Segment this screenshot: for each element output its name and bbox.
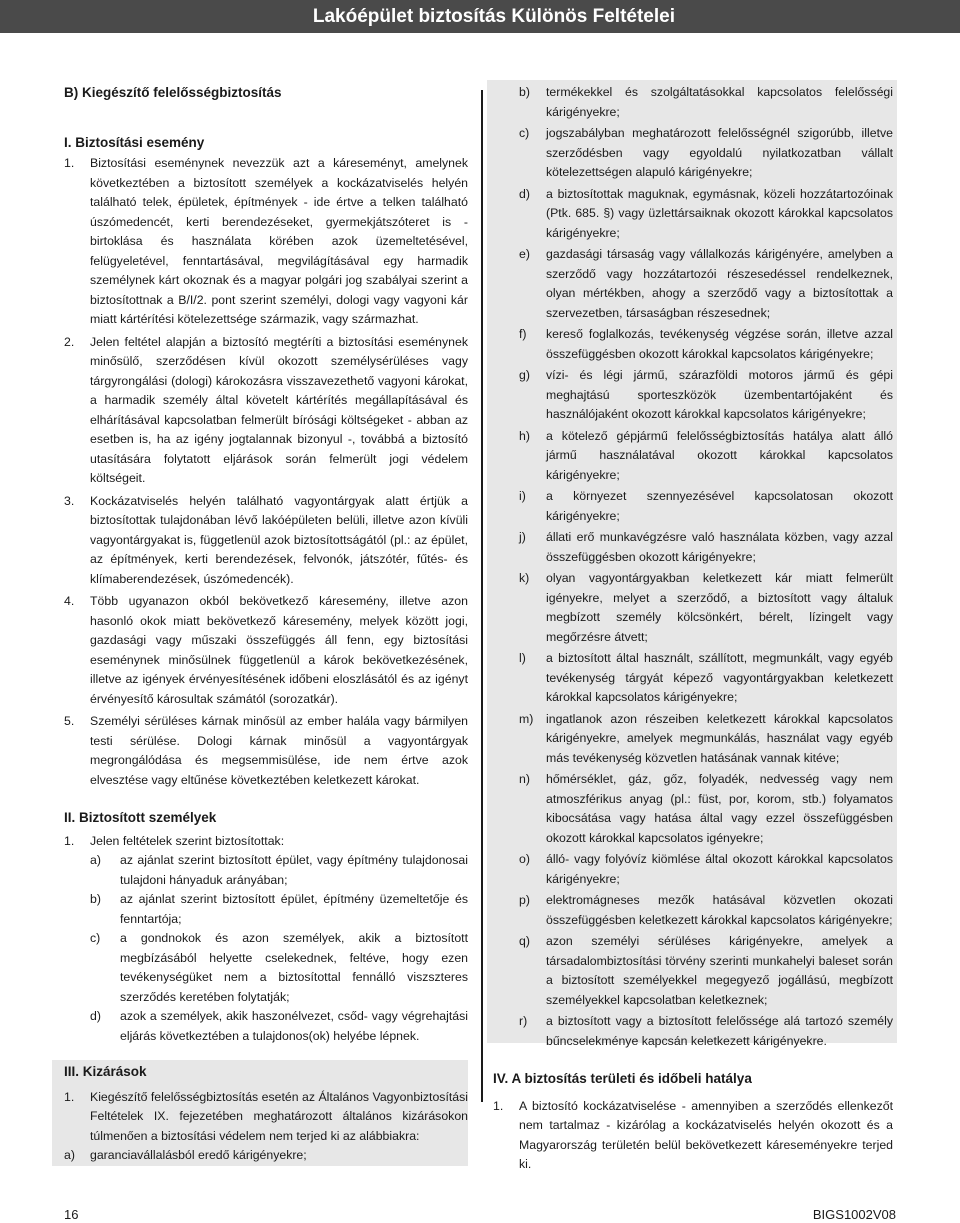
item-letter: d): [519, 186, 530, 201]
item-text: az ajánlat szerint biztosított épület, építmény üzemeltetője és fenntartója;: [120, 892, 468, 926]
item-text: elektromágneses mezők hatásával közvetlen okozati összefüggésben keletkezett károkkal kapcsolatos kárigényekre;: [546, 893, 893, 927]
document-code: BIGS1002V08: [812, 1207, 896, 1222]
item-number: 2.: [64, 334, 75, 349]
list-item: [64, 592, 468, 709]
item-text: a biztosított által használt, szállított, megmunkált, vagy egyéb tevékenység tárgyát képező vagyontárgyakban keletkezett károkkal kapcsolatos kárigényekre;: [546, 651, 893, 704]
item-letter: r): [519, 1014, 528, 1028]
item-letter: a): [90, 853, 101, 867]
item-text: hőmérséklet, gáz, gőz, folyadék, nedvesség vagy nem atmoszférikus anyag (pl.: füst, por, korom, stb.) folyamatos kibocsátása vagy hatása által vagy ezzel összefüggésben okozott károkkal kapcsolatos igényekre;: [546, 772, 893, 845]
sub-list-item: [493, 1012, 897, 1051]
item-number: 1.: [493, 1098, 504, 1113]
item-letter: i): [519, 489, 526, 503]
item-number: 4.: [64, 594, 75, 608]
item-letter: n): [519, 772, 530, 786]
page-header-title: Lakóépület biztosítás Különös Feltételei: [312, 6, 675, 27]
item-text: ingatlanok azon részeiben keletkezett károkkal kapcsolatos kárigényekre, amelyek megmunkálás, használat vagy egyéb más tevékenység közvetlen hatásának vannak kitéve;: [546, 711, 893, 765]
item-number: 3.: [64, 493, 75, 508]
item-letter: g): [519, 368, 530, 382]
item-letter: h): [519, 428, 530, 443]
item-text: Több ugyanazon okból bekövetkező káresemény, illetve azon hasonló okok miatt bekövetkező káresemény, melyek között jogi, gazdasági vagy műszaki összefüggés áll fenn, egy biztosítási eseménynek minősülnek függetlenül a károk bekövetkezésének, illetve az igények érvényesítésének időbeni eloszlásától és az igényt érvényesítő károsultak számától (sorozatkár).: [90, 594, 468, 706]
sub-list-item: [493, 325, 897, 364]
item-text: kereső foglalkozás, tevékenység végzése során, illetve azzal összefüggésben okozott károkkal kapcsolatos kárigényekre;: [546, 327, 893, 361]
item-text: Személyi sérüléses kárnak minősül az ember halála vagy bármilyen testi sérülése. Dologi kárnak minősül a vagyontárgyak megrongálódása és megsemmisülése, ide nem értve azok elvesztése vagy eltűnése következtében keletkezett károkat.: [90, 714, 468, 787]
item-text: garanciavállalásból eredő kárigényekre;: [90, 1148, 307, 1162]
section-b-title: B) Kiegészítő felelősségbiztosítás: [64, 85, 282, 100]
item-number: 1.: [64, 1089, 75, 1104]
item-number: 1.: [64, 833, 75, 848]
sub-list-item: [90, 890, 468, 929]
item-text: azon személyi sérüléses kárigényekre, amelyek a társadalombiztosítási törvény szerinti munkahelyi baleset során a biztosított személyekkel megegyező jogállású, megbízott személyekkel kapcsolatban keletkeznek;: [546, 934, 893, 1007]
item-text: állati erő munkavégzésre való használata közben, vagy azzal összefüggésben okozott kárigényekre;: [546, 530, 893, 564]
item-text: a gondnokok és azon személyek, akik a biztosított megbízásából helyette cselekednek, feltéve, hogy ezen tevékenységüket nem a biztosítottal fennálló viszszteres szerződés keretében folytatják;: [120, 931, 468, 1004]
item-text: a biztosított vagy a biztosított felelőssége alá tartozó személy bűncselekménye kapcsán keletkezett kárigényekre.: [546, 1014, 893, 1048]
item-letter: m): [519, 711, 534, 726]
sub-list-item: [493, 366, 897, 425]
sub-list-item: [493, 891, 897, 930]
item-text: Jelen feltételek szerint biztosítottak:: [90, 833, 285, 848]
list-item: [64, 492, 468, 590]
item-text: jogszabályban meghatározott felelősségnél szigorúbb, illetve szerződésben vagy egyoldalú nyilatkozatban vállalt kötelezettségen alapuló kárigényekre;: [546, 126, 893, 179]
item-text: Kockázatviselés helyén található vagyontárgyak alatt értjük a biztosítottak tulajdonában lévő lakóépületen belüli, illetve azon kívüli vagyontárgyakat is, függetlenül azok biztosítottságától (pl.: az épület, az építmények, kerti berendezések, felvonók, játszótér, fűtés- és klímaberendezések, úszómedencék).: [90, 493, 468, 586]
section-1-title: I. Biztosítási esemény: [64, 134, 205, 150]
item-text: azok a személyek, akik haszonélvezet, csőd- vagy végrehajtási eljárás következtében a tulajdonos(ok) helyébe lépnek.: [120, 1009, 468, 1043]
left-column: [64, 80, 468, 1166]
exclusions-section: [52, 1060, 468, 1166]
sub-list-item: [493, 124, 897, 183]
item-text: gazdasági társaság vagy vállalkozás kárigényére, amelyben a szerződő vagy hozzátartozói részesedéssel rendelkeznek, olyan mértékben, ahogy a szerződő vagy a biztosítottak a szervezetben, társaságban részesednek;: [546, 247, 893, 320]
item-letter: d): [90, 1009, 101, 1023]
item-letter: l): [519, 651, 526, 665]
sub-list-item: [493, 850, 897, 889]
item-text: olyan vagyontárgyakban keletkezett kár miatt felmerült igényekre, melyet a szerződő, a biztosított vagy általuk megbízott személy kölcsönkért, bérelt, lízingelt vagy megőrzésre átvett;: [546, 571, 893, 644]
list-item: [64, 712, 468, 790]
sub-list-item: [90, 929, 468, 1007]
item-text: álló- vagy folyóvíz kiömlése által okozott károkkal kapcsolatos kárigényekre;: [546, 852, 893, 886]
sub-list-item: [90, 1007, 468, 1046]
item-number: 5.: [64, 714, 75, 728]
item-letter: b): [519, 85, 530, 99]
item-letter: o): [519, 852, 530, 866]
sub-list-item: [493, 487, 897, 526]
item-letter: c): [90, 931, 101, 945]
page-header: [0, 0, 960, 33]
item-text: a kötelező gépjármű felelősségbiztosítás hatálya alatt álló jármű használatával okozott károkkal kapcsolatos kárigényekre;: [546, 428, 893, 482]
sub-list-item: [493, 83, 897, 122]
item-letter: p): [519, 893, 530, 907]
page-number: 16: [64, 1207, 79, 1222]
item-text: Biztosítási eseménynek nevezzük azt a káreseményt, amelynek következtében a biztosított személyek a kockázatviselés helyén található telek, épületek, építmények - ide értve a telken található úszómedencét, kerti berendezéseket, gyermekjátszóteret is - birtoklása és használata körében azok üzemeltetésével, felügyeletével, fenntartásával, megvilágításával egy harmadik személynek kárt okoznak és a magyar polgári jog szabályai szerint a biztosítottnak a B/I/2. pont szerint személyi, dologi vagy vagyoni kár miatt kártérítési kötelezettsége származik, vagy származhat.: [90, 156, 468, 326]
list-item: [493, 1097, 897, 1175]
sub-list-item: [493, 710, 897, 769]
exclusions-continued-list: [493, 83, 897, 1051]
item-text: termékekkel és szolgáltatásokkal kapcsolatos felelősségi kárigényekre;: [546, 85, 893, 119]
item-text: vízi- és légi jármű, szárazföldi motoros jármű és gépi meghajtású sporteszközök üzembentartójaként és használójaként okozott károkkal kapcsolatos kárigényekre;: [546, 368, 893, 421]
section-3-title: III. Kizárások: [64, 1064, 147, 1079]
item-letter: f): [519, 327, 527, 341]
item-letter: q): [519, 934, 530, 948]
sub-list-item: [493, 649, 897, 708]
column-divider: [481, 90, 483, 1102]
sub-list-item: [493, 932, 897, 1010]
item-letter: b): [90, 892, 101, 906]
item-text: az ajánlat szerint biztosított épület, vagy építmény tulajdonosai tulajdoni hányaduk arányában;: [120, 853, 468, 887]
sub-list-item: [90, 851, 468, 890]
list-item: [64, 154, 468, 330]
item-text: a biztosítottak maguknak, egymásnak, közeli hozzátartozóinak (Ptk. 685. §) vagy üzlettársaiknak okozott károkkal kapcsolatos kárigényekre;: [546, 186, 893, 240]
list-item: [64, 1088, 468, 1147]
sub-list-item: [493, 245, 897, 323]
item-letter: a): [64, 1148, 75, 1162]
sub-list-item: [493, 185, 897, 244]
list-item: [64, 333, 468, 489]
item-letter: k): [519, 571, 530, 585]
item-text: Jelen feltétel alapján a biztosító megtéríti a biztosítási eseménynek minősülő, szerződésen kívül okozott személysérüléses vagy tárgyrongálási (dologi) károkozásra visszavezethető vagyoni károkat, a harmadik személy által követelt kártérítés megállapításával és elhárításával kapcsolatban felmerült bírósági költségeket - abban az esetben is, ha az igény jogtalannak bizonyul -, továbbá a biztosító utasítására folytatott eljárások során felmerült jogi védelem költségeit.: [90, 334, 468, 485]
sub-list-item: [493, 427, 897, 486]
item-letter: e): [519, 247, 530, 261]
item-letter: j): [519, 530, 526, 544]
item-text: A biztosító kockázatviselése - amennyiben a szerződés ellenkezőt nem tartalmaz - kizárólag a kockázatviselés helyén okozott és a Magyarország területén belül bekövetkezett káreseményekre terjed ki.: [519, 1098, 893, 1171]
item-text: Kiegészítő felelősségbiztosítás esetén az Általános Vagyonbiztosítási Feltételek IX. fejezetében meghatározott általános kizárásokon túlmenően a biztosítási védelem nem terjed ki az alábbiakra:: [90, 1089, 468, 1143]
item-number: 1.: [64, 156, 75, 170]
section-2-title: II. Biztosított személyek: [64, 810, 217, 825]
sub-list-item: [64, 1146, 468, 1166]
sub-list-item: [493, 569, 897, 647]
sub-list-item: [493, 528, 897, 567]
section-4: [493, 1069, 897, 1175]
list-item: [64, 832, 468, 852]
sub-list-item: [493, 770, 897, 848]
right-column: [493, 83, 897, 1175]
item-letter: c): [519, 126, 530, 140]
section-4-title: IV. A biztosítás területi és időbeli hatálya: [493, 1071, 752, 1086]
item-text: a környezet szennyezésével kapcsolatosan okozott kárigényekre;: [546, 489, 893, 523]
